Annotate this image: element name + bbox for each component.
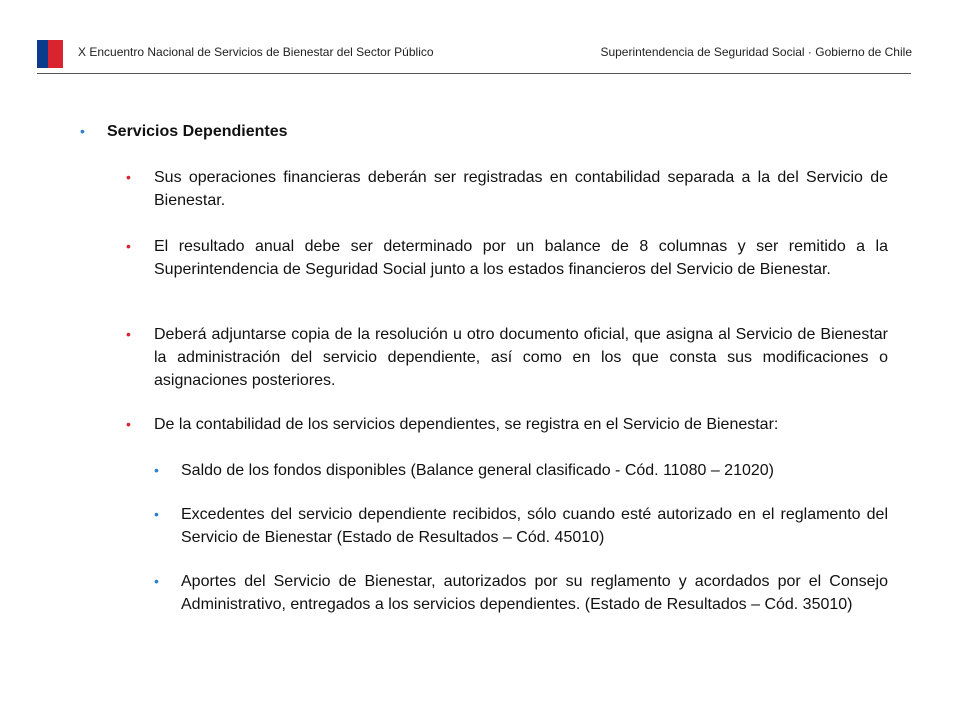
section-title — [80, 120, 880, 143]
bullet-marker: • — [126, 326, 131, 342]
bullet-text: Sus operaciones financieras deberán ser registradas en contabilidad separada a la del Servicio de Bienestar. — [154, 169, 888, 209]
sub-bullet-marker: • — [154, 573, 159, 589]
bullet-item — [126, 413, 888, 436]
header-event-title: X Encuentro Nacional de Servicios de Bienestar del Sector Público — [78, 45, 434, 59]
sub-bullet-marker: • — [154, 506, 159, 522]
header-organization: Superintendencia de Seguridad Social · Gobierno de Chile — [600, 45, 912, 59]
title-bullet: • — [80, 123, 85, 139]
bullet-text: El resultado anual debe ser determinado por un balance de 8 columnas y ser remitido a la Superintendencia de Seguridad Social junto a los estados financieros del Servicio de Bienestar. — [154, 238, 888, 278]
bullet-text: Deberá adjuntarse copia de la resolución u otro documento oficial, que asigna al Servicio de Bienestar la administración del servicio dependiente, así como en los que consta sus modificaciones o asignaciones posteriores. — [154, 326, 888, 389]
sub-bullet-text: Excedentes del servicio dependiente recibidos, sólo cuando esté autorizado en el reglamento del Servicio de Bienestar (Estado de Resultados – Cód. 45010) — [181, 506, 888, 546]
bullet-item — [126, 323, 888, 392]
bullet-marker: • — [126, 238, 131, 254]
bullet-item — [126, 235, 888, 281]
sub-bullet-item — [154, 503, 888, 549]
bullet-marker: • — [126, 416, 131, 432]
sub-bullet-text: Aportes del Servicio de Bienestar, autorizados por su reglamento y acordados por el Consejo Administrativo, entregados a los servicios dependientes. (Estado de Resultados – Cód. 35010) — [181, 573, 888, 613]
section-title-text: Servicios Dependientes — [107, 123, 288, 140]
sub-bullet-item — [154, 570, 888, 616]
header-divider — [37, 73, 911, 74]
sub-bullet-item — [154, 459, 888, 482]
logo-red-band — [48, 40, 63, 68]
sub-bullet-text: Saldo de los fondos disponibles (Balance general clasificado - Cód. 11080 – 21020) — [181, 462, 774, 479]
bullet-text: De la contabilidad de los servicios dependientes, se registra en el Servicio de Bienestar: — [154, 416, 779, 433]
bullet-item — [126, 166, 888, 212]
sub-bullet-marker: • — [154, 462, 159, 478]
gobierno-de-chile-logo — [37, 40, 63, 68]
bullet-marker: • — [126, 169, 131, 185]
logo-blue-band — [37, 40, 48, 68]
